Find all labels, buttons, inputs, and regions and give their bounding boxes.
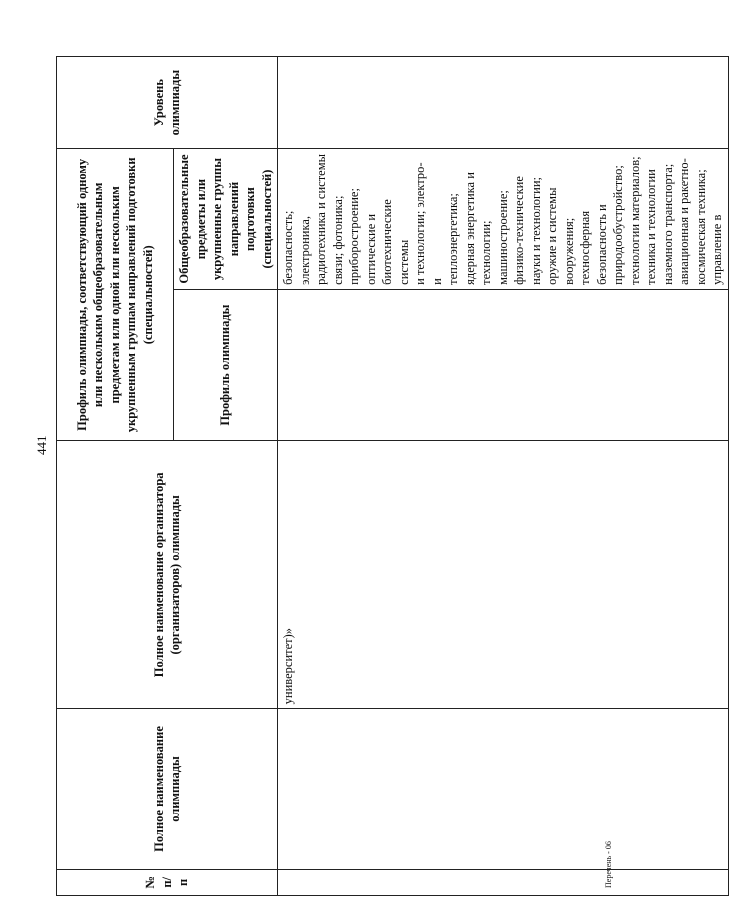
subject-line: теплоэнергетика; [446, 193, 460, 285]
subject-line: управление в [710, 214, 724, 285]
cell-name [278, 709, 729, 869]
subject-line: безопасность; [281, 210, 295, 285]
subject-line: техносферная [578, 210, 592, 285]
cell-level [278, 57, 729, 149]
table-row [278, 57, 729, 896]
subject-line: физико-технические [512, 176, 526, 285]
subject-line: науки и технологии; [528, 176, 543, 285]
subject-line: приборостроение; [347, 188, 361, 285]
subject-line: биотехнические системы [380, 199, 411, 285]
cell-profile [278, 289, 729, 441]
subject-line: оптические и [363, 213, 378, 285]
header-name: Полное наименование олимпиады [57, 709, 278, 869]
header-profile-group: Профиль олимпиады, соответствующий одному или нескольким общеобразовательным предметам или одной или нескольким укрупненным группам направлений подготовки (специальностей) [57, 149, 174, 441]
subject-line: и технологии; электро- и [413, 162, 444, 285]
subject-line: авиационная и ракетно- [677, 158, 691, 285]
cell-organizer: университет)» [278, 441, 729, 709]
subject-line: технологии; [479, 220, 493, 285]
subject-line: природообустройство; [611, 165, 625, 285]
subject-line: связи; фотоника; [330, 195, 345, 285]
olympiad-table [56, 56, 729, 896]
olympiad-table-container [56, 56, 724, 896]
subject-line: техника и технологии [644, 169, 658, 285]
header-level: Уровень олимпиады [57, 57, 278, 149]
subject-line: электроника, [297, 215, 312, 285]
subjects-list [280, 153, 726, 285]
cell-subjects [278, 149, 729, 290]
subject-line: космическая техника; [693, 169, 708, 285]
footer-caption: Перечень - 06 [604, 841, 613, 888]
subject-line: наземного транспорта; [660, 163, 675, 285]
subject-line: ядерная энергетика и [462, 172, 477, 285]
header-subjects: Общеобразовательные предметы или укрупненные группы направлений подготовки (специальностей) [174, 149, 278, 290]
header-profile: Профиль олимпиады [174, 289, 278, 441]
page-number: 441 [34, 435, 49, 455]
header-row [57, 57, 174, 896]
subject-line: безопасность и [594, 204, 609, 285]
subject-line: технологии материалов; [627, 156, 642, 285]
header-num: № п/п [57, 869, 278, 895]
cell-num [278, 869, 729, 895]
header-organizer: Полное наименование организатора (организаторов) олимпиады [57, 441, 278, 709]
subject-line: оружие и системы [545, 187, 559, 285]
subject-line: машиностроение; [495, 190, 510, 285]
subject-line: радиотехника и системы [314, 153, 328, 285]
subject-line: вооружения; [561, 217, 576, 285]
